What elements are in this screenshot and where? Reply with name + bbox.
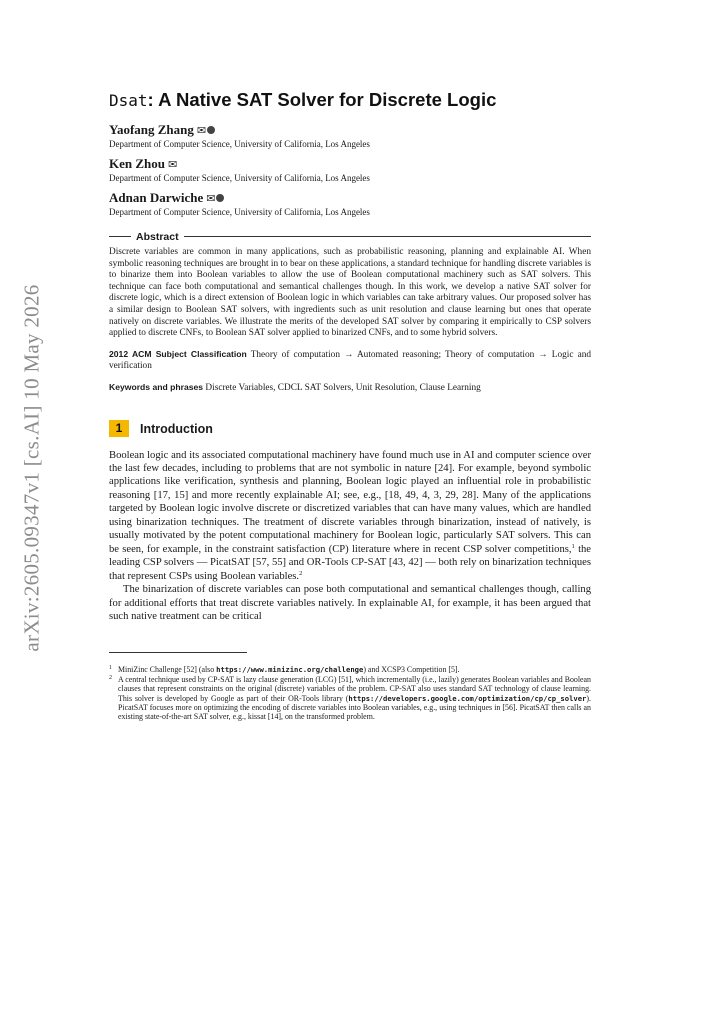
author-entry — [109, 190, 591, 218]
footnote-number: 1 — [109, 665, 112, 672]
author-name: Ken Zhou — [109, 156, 165, 171]
author-affiliation: Department of Computer Science, University of California, Los Angeles — [109, 207, 370, 217]
author-name: Adnan Darwiche — [109, 190, 204, 205]
acm-text: Theory of computation → Automated reasoning; Theory of computation → Logic and verification — [109, 349, 591, 372]
title-main: : A Native SAT Solver for Discrete Logic — [147, 89, 497, 110]
author-name: Yaofang Zhang — [109, 122, 194, 137]
footnote-2 — [109, 675, 591, 722]
intro-text: Boolean logic and its associated computational machinery have found much use in AI and computer science over the last few decades, including to problems that are not symbolic in nature [24]. For example, beyond symbolic applications like verification, synthesis and planning, Boolean logic played an influential role in probabilistic reasoning [17, 15] and more recently explainable AI; see, e.g., [18, 49, 4, 3, 29, 28]. Many of the applications targeted by Boolean logic involve discrete or discretized variables that can have many values, which are handled using binarization techniques. The treatment of discrete variables through binarization, instead of natively, is usually motivated by the potent computational machinery for Boolean logic, particularly SAT solvers. This can be seen, for example, in the constraint satisfaction (CP) literature where in recent CSP solver competitions, — [109, 449, 591, 555]
keywords-label: Keywords and phrases — [109, 381, 204, 392]
section-number: 1 — [109, 420, 129, 437]
author-entry — [109, 156, 591, 184]
footnote-rule — [109, 652, 247, 653]
footnote-marker[interactable]: 2 — [299, 569, 303, 577]
intro-text: the leading CSP solvers — PicatSAT [57, 55] and OR-Tools CP-SAT [43, 42] — both rely on binarization techniques that represent CSPs using Boolean variables. — [109, 543, 592, 582]
footnotes — [109, 665, 591, 721]
section-title: Introduction — [140, 421, 213, 436]
email-icon[interactable]: ✉ — [206, 193, 216, 205]
footnote-segment: ). PicatSAT focuses more on optimizing the encoding of discrete variables into Boolean variables, e.g., using techniques in [56]. PicatSAT then calls an existing state-of-the-art SAT solver, e.g., kissat [14], on the transformed problem. — [118, 693, 591, 722]
title-system-name: Dsat — [109, 91, 148, 110]
acm-label: 2012 ACM Subject Classification — [109, 348, 247, 359]
author-list — [109, 122, 591, 218]
email-icon[interactable]: ✉ — [196, 125, 207, 137]
intro-paragraph-2: The binarization of discrete variables can pose both computational and semantical challenges though, calling for additional efforts that treat discrete variables natively. In explainable AI, for example, it has been argued that such native treatment can be critical — [109, 584, 591, 622]
author-affiliation: Department of Computer Science, University of California, Los Angeles — [109, 173, 370, 183]
footnote-segment: MiniZinc Challenge [52] (also — [118, 665, 217, 675]
footnote-text — [118, 665, 591, 674]
paper-title — [109, 88, 591, 113]
author-affiliation: Department of Computer Science, University of California, Los Angeles — [109, 139, 370, 149]
arxiv-identifier: arXiv:2605.09347v1 [cs.AI] 10 May 2026 — [19, 284, 44, 652]
abstract-rule-left — [109, 236, 131, 237]
footnote-marker[interactable]: 1 — [571, 542, 575, 550]
author-entry — [109, 122, 591, 150]
footnote-number: 2 — [109, 674, 112, 681]
abstract-text: Discrete variables are common in many applications, such as probabilistic reasoning, planning and explainable AI. When symbolic reasoning techniques are brought in to bear on these applications, a standard technique for handling discrete variables is to binarize them into Boolean variables to allow the use of Boolean computational machinery such as SAT solvers. This technique can face both computational and semantical challenges though. In this work, we develop a native SAT solver for discrete logic, which is a direct extension of Boolean logic in which variables can take arbitrary values. Our proposed solver has a similar design to Boolean SAT solvers, with ingredients such as unit resolution and clause learning but ones that operate natively on discrete variables. We illustrate the merits of the developed SAT solver by comparing it empirically to CSP solvers applied to discrete CNFs, to Boolean SAT solver applied to binarized CNFs, and to some hybrid solvers. — [109, 247, 591, 339]
abstract-rule-right — [184, 236, 591, 237]
paper-page — [109, 88, 591, 722]
email-icon[interactable]: ✉ — [168, 159, 178, 171]
footnote-link[interactable]: https://developers.google.com/optimization/cp/cp_solver — [348, 693, 587, 703]
keywords — [109, 382, 591, 395]
footnote-link[interactable]: https://www.minizinc.org/challenge — [216, 665, 364, 675]
intro-paragraph-1 — [109, 449, 591, 584]
footnote-segment: A central technique used by CP-SAT is lazy clause generation (LCG) [51], which incrementally (i.e., lazily) generates Boolean variables and Boolean clauses that represent constraints on the original (discrete) variables of the problem. CP-SAT also uses standard SAT technology of clause learning. This solver is developed by Google as part of their OR-Tools library ( — [118, 674, 591, 703]
orcid-icon[interactable] — [207, 126, 215, 134]
orcid-icon[interactable] — [216, 194, 224, 202]
abstract-label: Abstract — [136, 230, 179, 243]
acm-classification — [109, 349, 591, 373]
section-heading — [109, 420, 591, 438]
abstract-heading — [109, 230, 591, 243]
keywords-text: Discrete Variables, CDCL SAT Solvers, Unit Resolution, Clause Learning — [205, 382, 481, 393]
footnote-1 — [109, 665, 591, 674]
footnote-segment: ) and XCSP3 Competition [5]. — [363, 665, 460, 675]
footnote-text — [118, 675, 591, 722]
